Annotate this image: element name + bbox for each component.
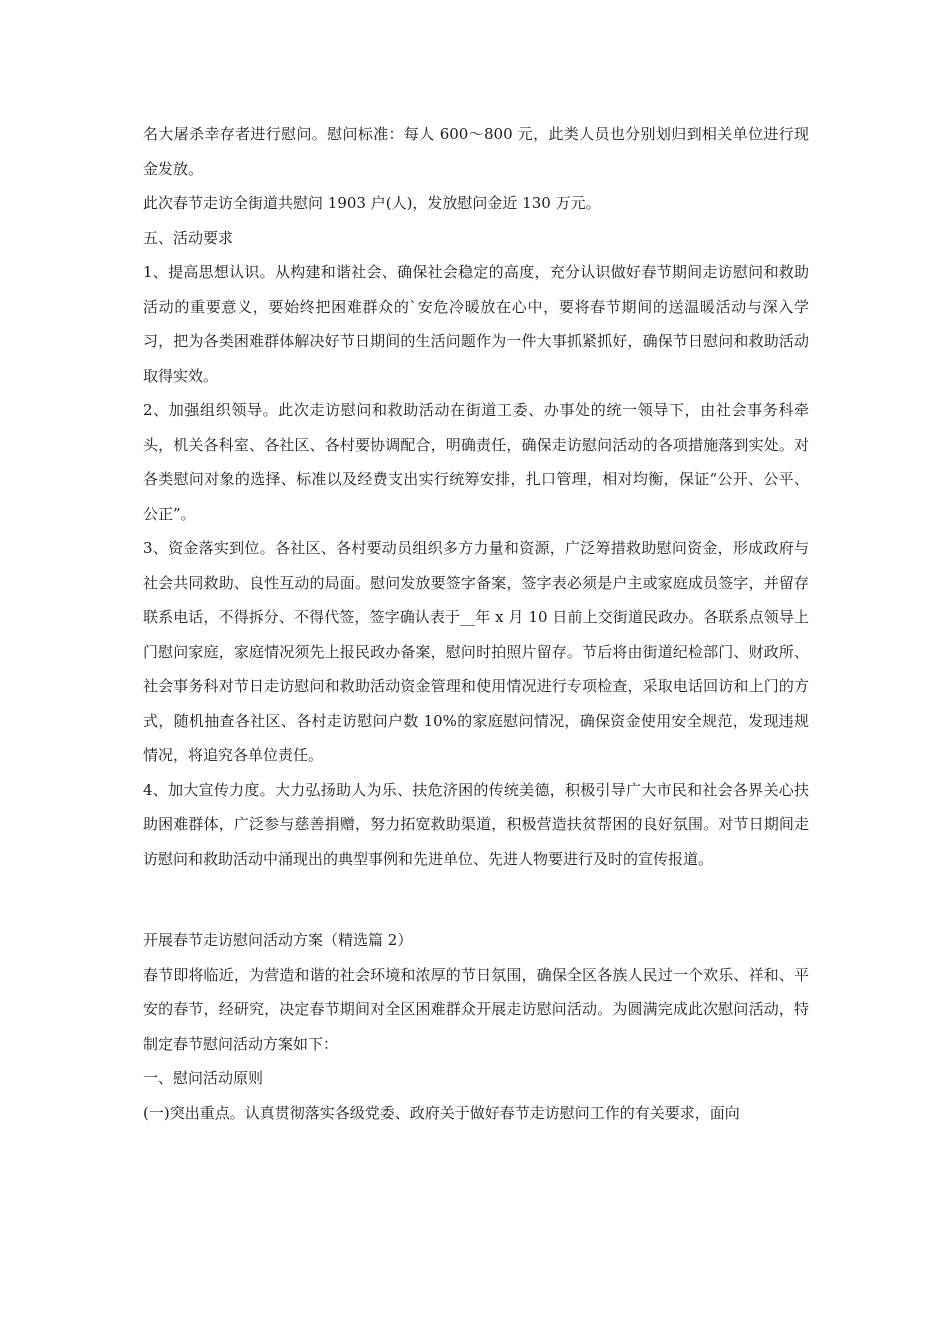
paragraph-requirement-3: 3、资金落实到位。各社区、各村要动员组织多方力量和资源，广泛筹措救助慰问资金，形成政府与社会共同救助、良性互动的局面。慰问发放要签字备案，签字表必须是户主或家庭成员签字，并留存联系电话，不得拆分、不得代签，签字确认表于__年 x 月 10 日前上交街道民政办。各联系点领导上门慰问家庭，家庭情况须先上报民政办备案，慰问时拍照片留存。节后将由街道纪检部门、财政所、社会事务科对节日走访慰问和救助活动资金管理和使用情况进行专项检查，采取电话回访和上门的方式，随机抽查各社区、各村走访慰问户数 10%的家庭慰问情况，确保资金使用安全规范，发现违规情况，将追究各单位责任。	[143, 539, 809, 764]
paragraph-visit-summary: 此次春节走访全街道共慰问 1903 户(人)，发放慰问金近 130 万元。	[143, 194, 601, 212]
section-heading-principles: 一、慰问活动原则	[143, 1069, 264, 1087]
paragraph-relief-standard: 名大屠杀幸存者进行慰问。慰问标准：每人 600～800 元，此类人员也分别划归到相关单位进行现金发放。	[143, 125, 809, 178]
section-title-plan-2: 开展春节走访慰问活动方案（精选篇 2）	[143, 931, 413, 949]
section-spacer	[143, 876, 809, 923]
paragraph-plan-intro: 春节即将临近，为营造和谐的社会环境和浓厚的节日氛围，确保全区各族人民过一个欢乐、祥和、平安的春节，经研究，决定春节期间对全区困难群众开展走访慰问活动。为圆满完成此次慰问活动，特制定春节慰问活动方案如下：	[143, 965, 809, 1053]
document-page	[143, 117, 809, 1130]
paragraph-principle-1: (一)突出重点。认真贯彻落实各级党委、政府关于做好春节走访慰问工作的有关要求，面向	[143, 1103, 740, 1122]
paragraph-requirement-1: 1、提高思想认识。从构建和谐社会、确保社会稳定的高度，充分认识做好春节期间走访慰问和救助活动的重要意义，要始终把困难群众的`安危冷暖放在心中，要将春节期间的送温暖活动与深入学习，把为各类困难群体解决好节日期间的生活问题作为一件大事抓紧抓好，确保节日慰问和救助活动取得实效。	[143, 263, 809, 385]
paragraph-requirement-4: 4、加大宣传力度。大力弘扬助人为乐、扶危济困的传统美德，积极引导广大市民和社会各界关心扶助困难群体，广泛参与慈善捐赠，努力拓宽救助渠道，积极营造扶贫帮困的良好氛围。对节日期间走访慰问和救助活动中涌现出的典型事例和先进单位、先进人物要进行及时的宣传报道。	[143, 780, 809, 868]
paragraph-requirement-2: 2、加强组织领导。此次走访慰问和救助活动在街道工委、办事处的统一领导下，由社会事务科牵头，机关各科室、各社区、各村要协调配合，明确责任，确保走访慰问活动的各项措施落到实处。对各类慰问对象的选择、标准以及经费支出实行统筹安排，扎口管理，相对均衡，保证“公开、公平、公正”。	[143, 401, 809, 523]
section-heading-requirements: 五、活动要求	[143, 228, 234, 247]
